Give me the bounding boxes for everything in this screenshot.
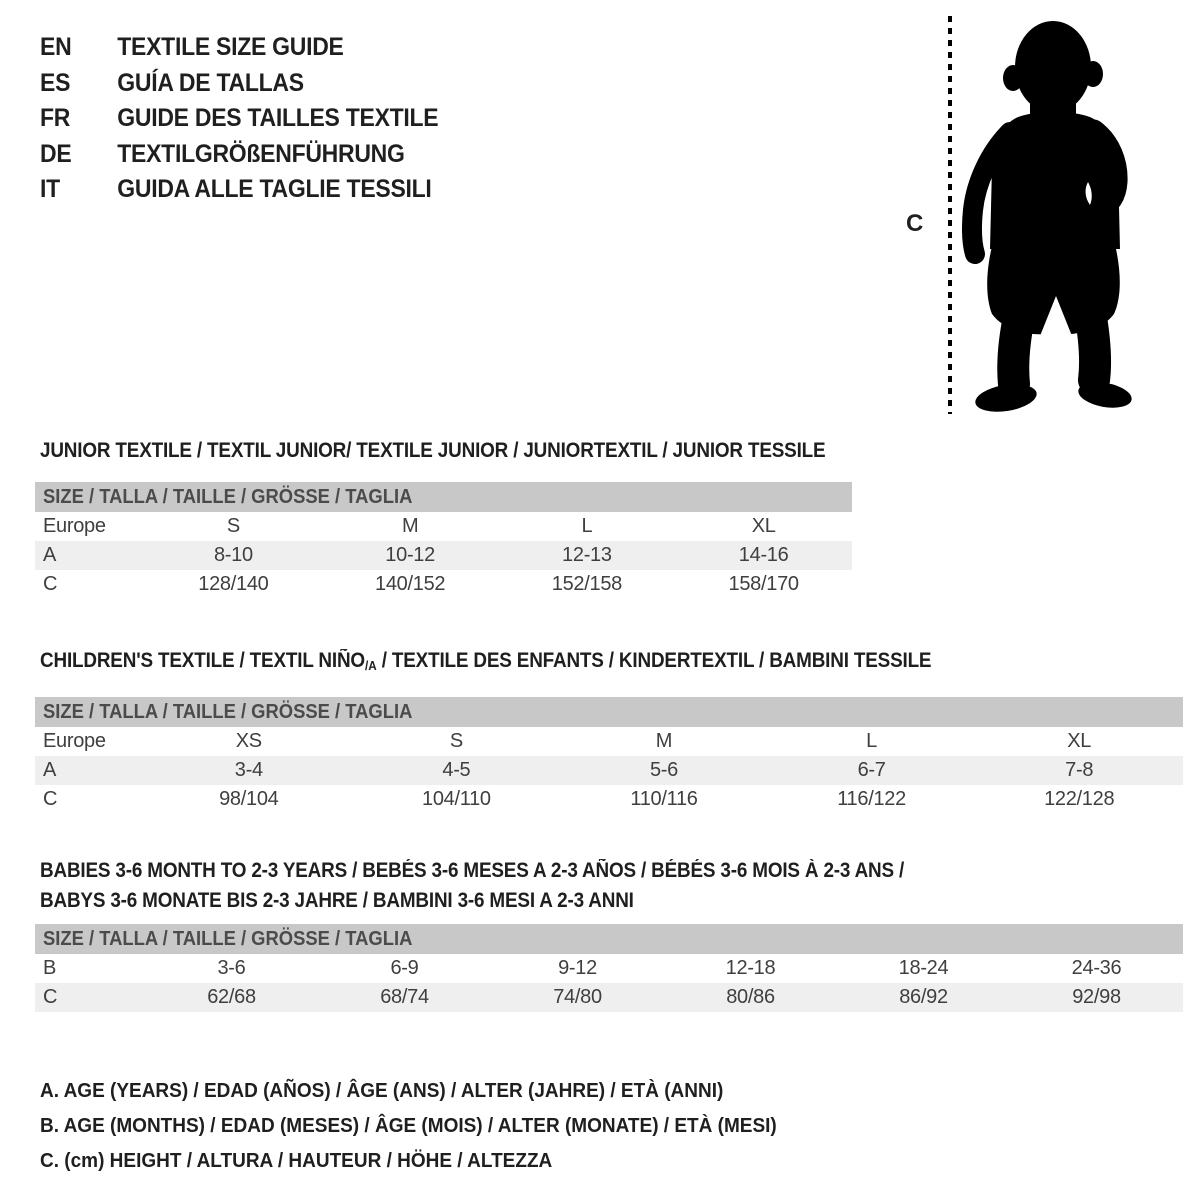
size-value-cell: 140/152 — [375, 573, 446, 595]
size-value-cell: XL — [1067, 730, 1092, 752]
section-title-text: JUNIOR TEXTILE / TEXTIL JUNIOR/ TEXTILE JUNIOR / JUNIORTEXTIL / JUNIOR TESSILE — [40, 439, 826, 462]
guide-title: GUIDA ALLE TAGLIE TESSILI — [117, 175, 432, 203]
row-label: B — [43, 957, 57, 979]
size-value-cell: M — [655, 730, 673, 752]
section-babies-textile — [35, 856, 1183, 1012]
size-table-row — [35, 756, 1183, 785]
language-row — [40, 137, 438, 173]
row-label: A — [43, 544, 57, 566]
language-row — [40, 172, 438, 208]
section-title — [40, 646, 1069, 681]
language-row — [40, 30, 438, 66]
size-value-cell: 12-13 — [562, 544, 612, 566]
language-row — [40, 66, 438, 102]
size-value-cell: 6-7 — [857, 759, 886, 781]
size-value-cell: 6-9 — [390, 957, 419, 979]
size-value-cell: 8-10 — [213, 544, 253, 566]
size-value-cell: S — [449, 730, 463, 752]
legend-line: B. AGE (MONTHS) / EDAD (MESES) / ÂGE (MOIS) / ALTER (MONATE) / ETÀ (MESI) — [40, 1115, 777, 1137]
size-table-row — [35, 983, 1183, 1012]
size-value-cell: 74/80 — [553, 986, 602, 1008]
size-value-cell: XS — [235, 730, 262, 752]
size-value-cell: 62/68 — [207, 986, 256, 1008]
legend-line: C. (cm) HEIGHT / ALTURA / HAUTEUR / HÖHE / ALTEZZA — [40, 1150, 553, 1172]
size-value-cell: 158/170 — [728, 573, 799, 595]
size-value-cell: 18-24 — [898, 957, 949, 979]
size-table-row — [35, 512, 852, 541]
section-title-line — [40, 856, 1069, 886]
language-title-list — [40, 30, 473, 208]
size-value-cell: 10-12 — [385, 544, 435, 566]
section-title-text: CHILDREN'S TEXTILE / TEXTIL NIÑO — [40, 649, 365, 672]
guide-title: GUÍA DE TALLAS — [117, 68, 304, 97]
size-value-cell: 14-16 — [738, 544, 789, 566]
size-header-bar — [35, 697, 1183, 727]
size-value-cell: 7-8 — [1065, 759, 1094, 781]
size-value-cell: 3-6 — [217, 957, 246, 979]
size-value-cell: 122/128 — [1044, 788, 1115, 810]
measurement-legend — [40, 1074, 816, 1179]
size-value-cell: XL — [751, 515, 776, 537]
size-header-text: SIZE / TALLA / TAILLE / GRÖSSE / TAGLIA — [43, 485, 413, 508]
section-title-line — [40, 436, 826, 466]
size-value-cell: 24-36 — [1071, 957, 1122, 979]
guide-title: TEXTILGRÖßENFÜHRUNG — [117, 139, 405, 168]
row-label: C — [43, 573, 58, 595]
size-table-row — [35, 785, 1183, 814]
size-header-bar — [35, 482, 852, 512]
size-header-bar — [35, 924, 1183, 954]
row-label: C — [43, 788, 58, 810]
size-table-row — [35, 954, 1183, 983]
size-table-row — [35, 570, 852, 599]
guide-title: TEXTILE SIZE GUIDE — [117, 33, 344, 61]
size-value-cell: 5-6 — [649, 759, 678, 781]
size-value-cell: 80/86 — [726, 986, 775, 1008]
language-code: ES — [40, 68, 71, 97]
section-title-line — [40, 646, 1069, 681]
row-label: A — [43, 759, 57, 781]
size-value-cell: 152/158 — [551, 573, 622, 595]
size-value-cell: S — [226, 515, 240, 537]
language-code: DE — [40, 139, 72, 168]
language-code: EN — [40, 33, 72, 61]
height-measure-label: C — [906, 210, 924, 237]
guide-title: GUIDE DES TAILLES TEXTILE — [117, 104, 439, 132]
language-code: FR — [40, 104, 71, 132]
size-value-cell: L — [581, 515, 593, 537]
size-value-cell: 4-5 — [442, 759, 471, 781]
language-code: IT — [40, 175, 60, 203]
size-header-text: SIZE / TALLA / TAILLE / GRÖSSE / TAGLIA — [43, 927, 413, 950]
row-label: C — [43, 986, 58, 1008]
legend-line: A. AGE (YEARS) / EDAD (AÑOS) / ÂGE (ANS) / ALTER (JAHRE) / ETÀ (ANNI) — [40, 1080, 724, 1102]
height-measure-dashed-line — [948, 16, 952, 414]
size-value-cell: 98/104 — [219, 788, 279, 810]
size-value-cell: 68/74 — [380, 986, 429, 1008]
size-header-text: SIZE / TALLA / TAILLE / GRÖSSE / TAGLIA — [43, 700, 413, 723]
children-size-table — [35, 727, 1183, 814]
section-junior-textile — [35, 436, 852, 599]
size-value-cell: 12-18 — [725, 957, 776, 979]
size-value-cell: L — [866, 730, 877, 752]
section-title — [40, 436, 826, 466]
junior-size-table — [35, 512, 852, 599]
size-value-cell: 104/110 — [422, 788, 491, 810]
section-childrens-textile — [35, 646, 1183, 814]
size-value-cell: 92/98 — [1072, 986, 1121, 1008]
section-title-text: BABIES 3-6 MONTH TO 2-3 YEARS / BEBÉS 3-6 MESES A 2-3 AÑOS / BÉBÉS 3-6 MOIS À 2-3 ANS / — [40, 859, 905, 882]
row-label: Europe — [43, 515, 106, 537]
babies-size-table — [35, 954, 1183, 1012]
size-value-cell: 116/122 — [837, 788, 906, 810]
section-title-subscript: /A — [364, 658, 377, 673]
section-title-text: / TEXTILE DES ENFANTS / KINDERTEXTIL / BAMBINI TESSILE — [376, 649, 932, 672]
section-title-line — [40, 886, 1069, 916]
size-table-row — [35, 727, 1183, 756]
size-value-cell: 86/92 — [899, 986, 948, 1008]
toddler-silhouette-icon — [962, 14, 1140, 414]
size-value-cell: 9-12 — [558, 957, 597, 979]
row-label: Europe — [43, 730, 106, 752]
size-value-cell: 128/140 — [198, 573, 269, 595]
section-title-text: BABYS 3-6 MONATE BIS 2-3 JAHRE / BAMBINI 3-6 MESI A 2-3 ANNI — [40, 889, 634, 912]
language-row — [40, 101, 438, 137]
section-title — [40, 856, 1069, 916]
size-value-cell: 110/116 — [630, 788, 698, 810]
size-table-row — [35, 541, 852, 570]
size-value-cell: 3-4 — [234, 759, 263, 781]
size-value-cell: M — [401, 515, 419, 537]
